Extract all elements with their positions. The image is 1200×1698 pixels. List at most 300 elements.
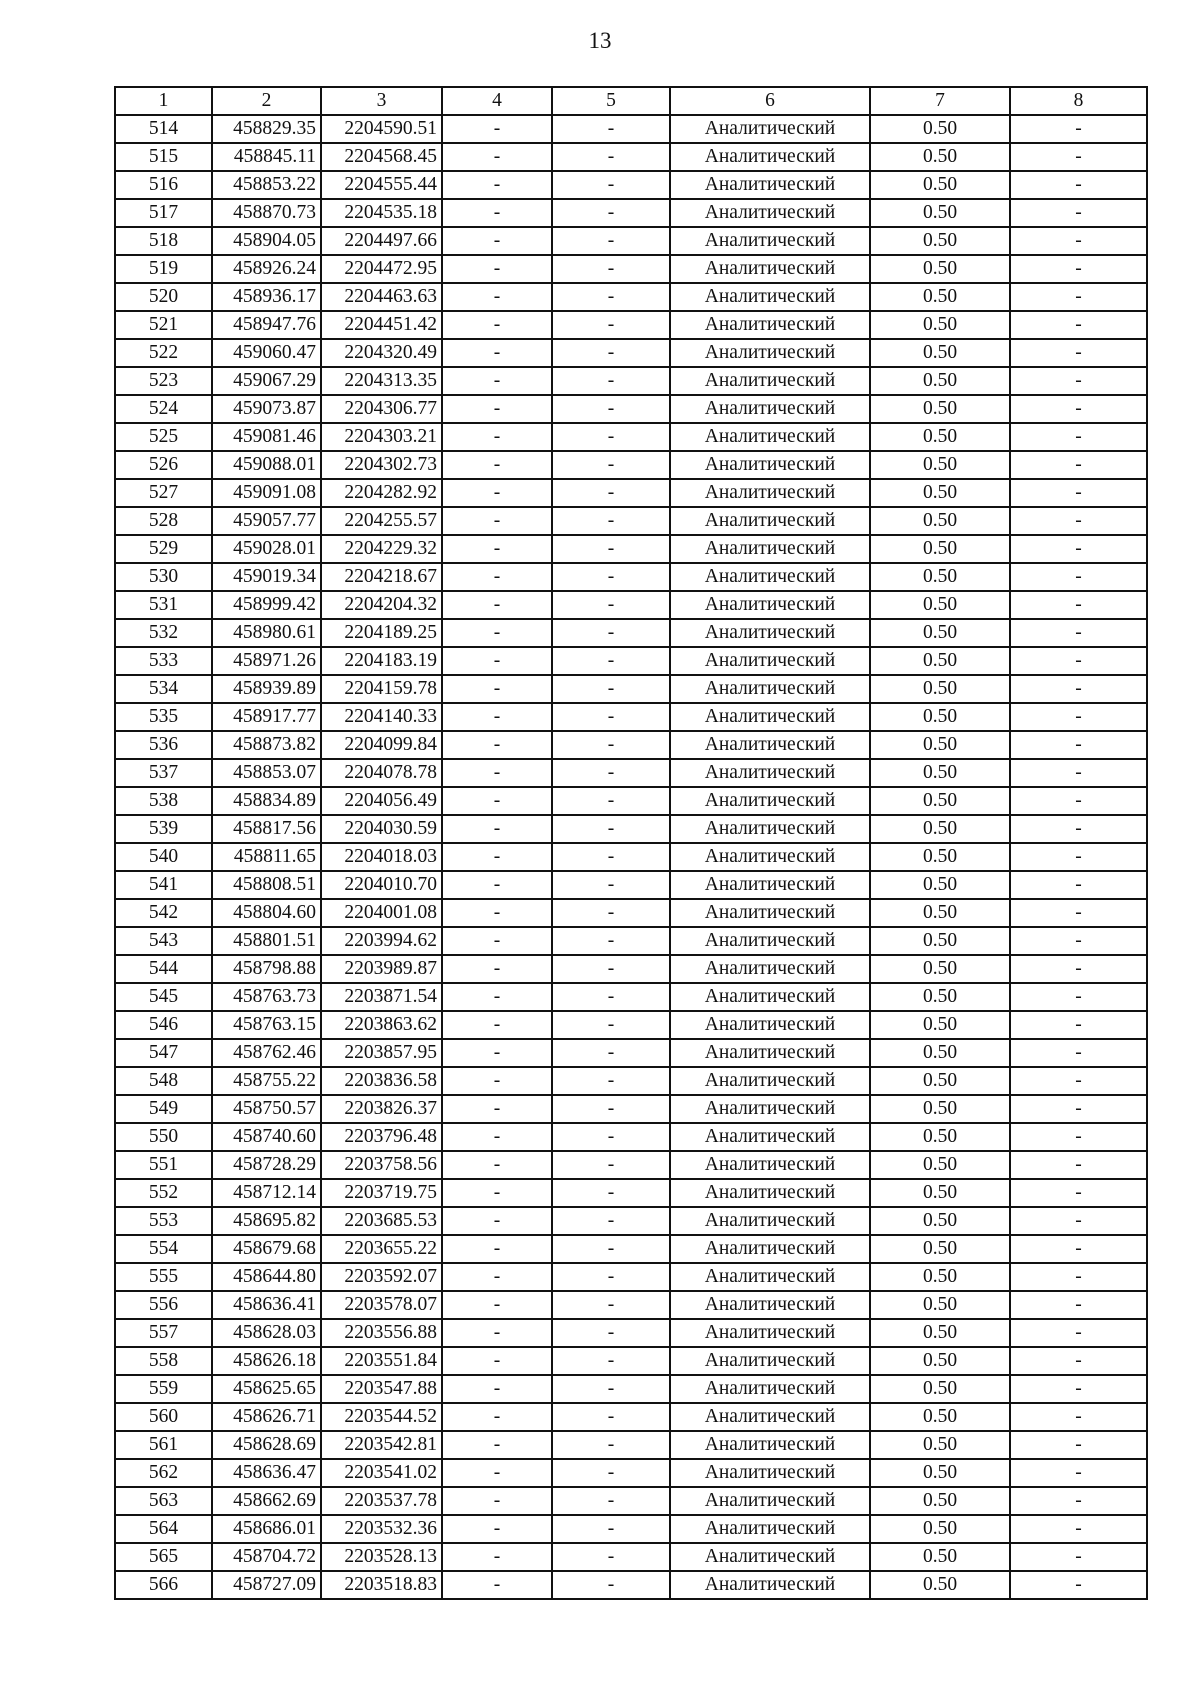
y-coordinate-cell: 2203826.37 — [321, 1095, 442, 1123]
table-row — [115, 1179, 1147, 1207]
point-number-cell: 544 — [115, 955, 212, 983]
point-number-cell: 555 — [115, 1263, 212, 1291]
method-cell: Аналитический — [670, 955, 870, 983]
col8-cell: - — [1010, 1151, 1147, 1179]
x-coordinate-cell: 458811.65 — [212, 843, 321, 871]
accuracy-cell: 0.50 — [870, 1011, 1010, 1039]
method-cell: Аналитический — [670, 255, 870, 283]
col8-cell: - — [1010, 731, 1147, 759]
col4-cell: - — [442, 563, 552, 591]
col4-cell: - — [442, 1095, 552, 1123]
y-coordinate-cell: 2203518.83 — [321, 1571, 442, 1599]
col5-cell: - — [552, 983, 670, 1011]
table-row — [115, 843, 1147, 871]
point-number-cell: 524 — [115, 395, 212, 423]
col5-cell: - — [552, 1123, 670, 1151]
y-coordinate-cell: 2204302.73 — [321, 451, 442, 479]
table-row — [115, 591, 1147, 619]
y-coordinate-cell: 2204018.03 — [321, 843, 442, 871]
col4-cell: - — [442, 1067, 552, 1095]
col4-cell: - — [442, 1571, 552, 1599]
col5-cell: - — [552, 1487, 670, 1515]
table-row — [115, 703, 1147, 731]
y-coordinate-cell: 2203551.84 — [321, 1347, 442, 1375]
y-coordinate-cell: 2203541.02 — [321, 1459, 442, 1487]
y-coordinate-cell: 2203989.87 — [321, 955, 442, 983]
table-row — [115, 983, 1147, 1011]
col5-cell: - — [552, 927, 670, 955]
y-coordinate-cell: 2203796.48 — [321, 1123, 442, 1151]
method-cell: Аналитический — [670, 1375, 870, 1403]
point-number-cell: 522 — [115, 339, 212, 367]
col5-cell: - — [552, 451, 670, 479]
x-coordinate-cell: 458939.89 — [212, 675, 321, 703]
col4-cell: - — [442, 899, 552, 927]
method-cell: Аналитический — [670, 1431, 870, 1459]
point-number-cell: 563 — [115, 1487, 212, 1515]
table-row — [115, 1095, 1147, 1123]
table-row — [115, 311, 1147, 339]
method-cell: Аналитический — [670, 983, 870, 1011]
col4-cell: - — [442, 311, 552, 339]
col8-cell: - — [1010, 759, 1147, 787]
method-cell: Аналитический — [670, 171, 870, 199]
col5-cell: - — [552, 759, 670, 787]
method-cell: Аналитический — [670, 1067, 870, 1095]
col8-cell: - — [1010, 703, 1147, 731]
col4-cell: - — [442, 675, 552, 703]
method-cell: Аналитический — [670, 339, 870, 367]
col4-cell: - — [442, 871, 552, 899]
point-number-cell: 528 — [115, 507, 212, 535]
x-coordinate-cell: 458704.72 — [212, 1543, 321, 1571]
col8-cell: - — [1010, 395, 1147, 423]
accuracy-cell: 0.50 — [870, 283, 1010, 311]
x-coordinate-cell: 458834.89 — [212, 787, 321, 815]
col4-cell: - — [442, 1347, 552, 1375]
col4-cell: - — [442, 1291, 552, 1319]
col8-cell: - — [1010, 367, 1147, 395]
col8-cell: - — [1010, 1095, 1147, 1123]
col8-cell: - — [1010, 1347, 1147, 1375]
x-coordinate-cell: 458804.60 — [212, 899, 321, 927]
method-cell: Аналитический — [670, 899, 870, 927]
col5-cell: - — [552, 199, 670, 227]
col8-cell: - — [1010, 1319, 1147, 1347]
col8-cell: - — [1010, 283, 1147, 311]
x-coordinate-cell: 458829.35 — [212, 115, 321, 143]
x-coordinate-cell: 458662.69 — [212, 1487, 321, 1515]
col4-cell: - — [442, 367, 552, 395]
col5-cell: - — [552, 255, 670, 283]
x-coordinate-cell: 458636.47 — [212, 1459, 321, 1487]
col8-cell: - — [1010, 115, 1147, 143]
table-row — [115, 451, 1147, 479]
table-body — [115, 115, 1147, 1599]
y-coordinate-cell: 2203528.13 — [321, 1543, 442, 1571]
method-cell: Аналитический — [670, 115, 870, 143]
y-coordinate-cell: 2203857.95 — [321, 1039, 442, 1067]
col4-cell: - — [442, 787, 552, 815]
col8-cell: - — [1010, 1039, 1147, 1067]
col5-cell: - — [552, 1207, 670, 1235]
table-row — [115, 1487, 1147, 1515]
method-cell: Аналитический — [670, 1039, 870, 1067]
col8-cell: - — [1010, 927, 1147, 955]
col4-cell: - — [442, 1459, 552, 1487]
x-coordinate-cell: 458628.69 — [212, 1431, 321, 1459]
col5-cell: - — [552, 1067, 670, 1095]
col8-cell: - — [1010, 451, 1147, 479]
col4-cell: - — [442, 1179, 552, 1207]
accuracy-cell: 0.50 — [870, 899, 1010, 927]
col5-cell: - — [552, 1571, 670, 1599]
method-cell: Аналитический — [670, 1207, 870, 1235]
y-coordinate-cell: 2204218.67 — [321, 563, 442, 591]
col8-cell: - — [1010, 815, 1147, 843]
col4-cell: - — [442, 143, 552, 171]
col8-cell: - — [1010, 675, 1147, 703]
y-coordinate-cell: 2204056.49 — [321, 787, 442, 815]
accuracy-cell: 0.50 — [870, 367, 1010, 395]
method-cell: Аналитический — [670, 507, 870, 535]
col4-cell: - — [442, 1403, 552, 1431]
col8-cell: - — [1010, 647, 1147, 675]
y-coordinate-cell: 2204030.59 — [321, 815, 442, 843]
col5-cell: - — [552, 619, 670, 647]
col8-cell: - — [1010, 507, 1147, 535]
col5-cell: - — [552, 507, 670, 535]
point-number-cell: 560 — [115, 1403, 212, 1431]
point-number-cell: 533 — [115, 647, 212, 675]
x-coordinate-cell: 458870.73 — [212, 199, 321, 227]
col8-cell: - — [1010, 1487, 1147, 1515]
table-row — [115, 255, 1147, 283]
accuracy-cell: 0.50 — [870, 507, 1010, 535]
col4-cell: - — [442, 479, 552, 507]
accuracy-cell: 0.50 — [870, 1179, 1010, 1207]
accuracy-cell: 0.50 — [870, 1151, 1010, 1179]
col5-cell: - — [552, 1011, 670, 1039]
col5-cell: - — [552, 339, 670, 367]
accuracy-cell: 0.50 — [870, 1291, 1010, 1319]
table-row — [115, 1319, 1147, 1347]
col8-cell: - — [1010, 591, 1147, 619]
col5-cell: - — [552, 311, 670, 339]
col5-cell: - — [552, 955, 670, 983]
col8-cell: - — [1010, 955, 1147, 983]
method-cell: Аналитический — [670, 311, 870, 339]
col4-cell: - — [442, 423, 552, 451]
point-number-cell: 523 — [115, 367, 212, 395]
col4-cell: - — [442, 843, 552, 871]
point-number-cell: 538 — [115, 787, 212, 815]
y-coordinate-cell: 2204078.78 — [321, 759, 442, 787]
col8-cell: - — [1010, 1123, 1147, 1151]
y-coordinate-cell: 2204282.92 — [321, 479, 442, 507]
x-coordinate-cell: 458917.77 — [212, 703, 321, 731]
col8-cell: - — [1010, 1011, 1147, 1039]
x-coordinate-cell: 458740.60 — [212, 1123, 321, 1151]
col8-cell: - — [1010, 1515, 1147, 1543]
col8-cell: - — [1010, 1263, 1147, 1291]
col4-cell: - — [442, 1375, 552, 1403]
y-coordinate-cell: 2204320.49 — [321, 339, 442, 367]
method-cell: Аналитический — [670, 1319, 870, 1347]
point-number-cell: 535 — [115, 703, 212, 731]
accuracy-cell: 0.50 — [870, 1403, 1010, 1431]
method-cell: Аналитический — [670, 927, 870, 955]
accuracy-cell: 0.50 — [870, 927, 1010, 955]
y-coordinate-cell: 2204313.35 — [321, 367, 442, 395]
x-coordinate-cell: 458936.17 — [212, 283, 321, 311]
accuracy-cell: 0.50 — [870, 1263, 1010, 1291]
method-cell: Аналитический — [670, 1179, 870, 1207]
table-row — [115, 731, 1147, 759]
method-cell: Аналитический — [670, 1151, 870, 1179]
point-number-cell: 561 — [115, 1431, 212, 1459]
col4-cell: - — [442, 759, 552, 787]
x-coordinate-cell: 458817.56 — [212, 815, 321, 843]
col4-cell: - — [442, 1543, 552, 1571]
accuracy-cell: 0.50 — [870, 143, 1010, 171]
table-row — [115, 1123, 1147, 1151]
y-coordinate-cell: 2203578.07 — [321, 1291, 442, 1319]
method-cell: Аналитический — [670, 451, 870, 479]
col8-cell: - — [1010, 227, 1147, 255]
col8-cell: - — [1010, 899, 1147, 927]
y-coordinate-cell: 2203547.88 — [321, 1375, 442, 1403]
table-row — [115, 507, 1147, 535]
point-number-cell: 545 — [115, 983, 212, 1011]
method-cell: Аналитический — [670, 843, 870, 871]
col5-cell: - — [552, 535, 670, 563]
x-coordinate-cell: 458980.61 — [212, 619, 321, 647]
method-cell: Аналитический — [670, 479, 870, 507]
accuracy-cell: 0.50 — [870, 1095, 1010, 1123]
x-coordinate-cell: 458926.24 — [212, 255, 321, 283]
col4-cell: - — [442, 1123, 552, 1151]
col4-cell: - — [442, 395, 552, 423]
col8-cell: - — [1010, 143, 1147, 171]
x-coordinate-cell: 458727.09 — [212, 1571, 321, 1599]
table-row — [115, 759, 1147, 787]
method-cell: Аналитический — [670, 1403, 870, 1431]
x-coordinate-cell: 458999.42 — [212, 591, 321, 619]
point-number-cell: 557 — [115, 1319, 212, 1347]
column-header: 3 — [321, 87, 442, 115]
x-coordinate-cell: 458625.65 — [212, 1375, 321, 1403]
col4-cell: - — [442, 619, 552, 647]
accuracy-cell: 0.50 — [870, 479, 1010, 507]
point-number-cell: 565 — [115, 1543, 212, 1571]
table-row — [115, 955, 1147, 983]
x-coordinate-cell: 458728.29 — [212, 1151, 321, 1179]
table-row — [115, 871, 1147, 899]
col8-cell: - — [1010, 1375, 1147, 1403]
x-coordinate-cell: 459088.01 — [212, 451, 321, 479]
table-row — [115, 171, 1147, 199]
method-cell: Аналитический — [670, 871, 870, 899]
y-coordinate-cell: 2203871.54 — [321, 983, 442, 1011]
x-coordinate-cell: 458695.82 — [212, 1207, 321, 1235]
table-row — [115, 563, 1147, 591]
col5-cell: - — [552, 1095, 670, 1123]
method-cell: Аналитический — [670, 591, 870, 619]
col5-cell: - — [552, 1543, 670, 1571]
x-coordinate-cell: 458904.05 — [212, 227, 321, 255]
method-cell: Аналитический — [670, 423, 870, 451]
accuracy-cell: 0.50 — [870, 787, 1010, 815]
y-coordinate-cell: 2204099.84 — [321, 731, 442, 759]
table-row — [115, 1039, 1147, 1067]
x-coordinate-cell: 458971.26 — [212, 647, 321, 675]
table-row — [115, 1207, 1147, 1235]
col4-cell: - — [442, 1039, 552, 1067]
col4-cell: - — [442, 703, 552, 731]
y-coordinate-cell: 2204183.19 — [321, 647, 442, 675]
point-number-cell: 525 — [115, 423, 212, 451]
point-number-cell: 554 — [115, 1235, 212, 1263]
col8-cell: - — [1010, 1403, 1147, 1431]
accuracy-cell: 0.50 — [870, 535, 1010, 563]
point-number-cell: 552 — [115, 1179, 212, 1207]
col8-cell: - — [1010, 787, 1147, 815]
accuracy-cell: 0.50 — [870, 1543, 1010, 1571]
method-cell: Аналитический — [670, 1095, 870, 1123]
col4-cell: - — [442, 451, 552, 479]
col5-cell: - — [552, 171, 670, 199]
y-coordinate-cell: 2204229.32 — [321, 535, 442, 563]
accuracy-cell: 0.50 — [870, 423, 1010, 451]
col5-cell: - — [552, 1235, 670, 1263]
table-row — [115, 927, 1147, 955]
table-row — [115, 1067, 1147, 1095]
table-row — [115, 815, 1147, 843]
col5-cell: - — [552, 1375, 670, 1403]
x-coordinate-cell: 458763.73 — [212, 983, 321, 1011]
col8-cell: - — [1010, 199, 1147, 227]
col4-cell: - — [442, 507, 552, 535]
y-coordinate-cell: 2203556.88 — [321, 1319, 442, 1347]
x-coordinate-cell: 459028.01 — [212, 535, 321, 563]
point-number-cell: 514 — [115, 115, 212, 143]
x-coordinate-cell: 459081.46 — [212, 423, 321, 451]
x-coordinate-cell: 459057.77 — [212, 507, 321, 535]
method-cell: Аналитический — [670, 1543, 870, 1571]
col5-cell: - — [552, 563, 670, 591]
table-row — [115, 535, 1147, 563]
method-cell: Аналитический — [670, 815, 870, 843]
col4-cell: - — [442, 115, 552, 143]
accuracy-cell: 0.50 — [870, 731, 1010, 759]
col5-cell: - — [552, 871, 670, 899]
col4-cell: - — [442, 1151, 552, 1179]
col4-cell: - — [442, 1487, 552, 1515]
table-row — [115, 1403, 1147, 1431]
accuracy-cell: 0.50 — [870, 871, 1010, 899]
column-header: 8 — [1010, 87, 1147, 115]
col5-cell: - — [552, 815, 670, 843]
col8-cell: - — [1010, 171, 1147, 199]
col5-cell: - — [552, 227, 670, 255]
col4-cell: - — [442, 339, 552, 367]
point-number-cell: 564 — [115, 1515, 212, 1543]
x-coordinate-cell: 458755.22 — [212, 1067, 321, 1095]
y-coordinate-cell: 2204001.08 — [321, 899, 442, 927]
x-coordinate-cell: 458626.18 — [212, 1347, 321, 1375]
method-cell: Аналитический — [670, 1347, 870, 1375]
accuracy-cell: 0.50 — [870, 563, 1010, 591]
table-row — [115, 423, 1147, 451]
col4-cell: - — [442, 1207, 552, 1235]
method-cell: Аналитический — [670, 1011, 870, 1039]
col4-cell: - — [442, 1235, 552, 1263]
y-coordinate-cell: 2203719.75 — [321, 1179, 442, 1207]
table-row — [115, 479, 1147, 507]
method-cell: Аналитический — [670, 1515, 870, 1543]
col4-cell: - — [442, 815, 552, 843]
table-row — [115, 1011, 1147, 1039]
y-coordinate-cell: 2203592.07 — [321, 1263, 442, 1291]
table-row — [115, 227, 1147, 255]
method-cell: Аналитический — [670, 759, 870, 787]
method-cell: Аналитический — [670, 703, 870, 731]
point-number-cell: 537 — [115, 759, 212, 787]
accuracy-cell: 0.50 — [870, 1431, 1010, 1459]
point-number-cell: 553 — [115, 1207, 212, 1235]
point-number-cell: 529 — [115, 535, 212, 563]
accuracy-cell: 0.50 — [870, 339, 1010, 367]
point-number-cell: 558 — [115, 1347, 212, 1375]
method-cell: Аналитический — [670, 731, 870, 759]
y-coordinate-cell: 2204590.51 — [321, 115, 442, 143]
point-number-cell: 556 — [115, 1291, 212, 1319]
x-coordinate-cell: 458628.03 — [212, 1319, 321, 1347]
method-cell: Аналитический — [670, 227, 870, 255]
method-cell: Аналитический — [670, 143, 870, 171]
point-number-cell: 516 — [115, 171, 212, 199]
accuracy-cell: 0.50 — [870, 311, 1010, 339]
col4-cell: - — [442, 983, 552, 1011]
col8-cell: - — [1010, 479, 1147, 507]
method-cell: Аналитический — [670, 1487, 870, 1515]
point-number-cell: 520 — [115, 283, 212, 311]
method-cell: Аналитический — [670, 367, 870, 395]
point-number-cell: 530 — [115, 563, 212, 591]
y-coordinate-cell: 2204010.70 — [321, 871, 442, 899]
table-row — [115, 1431, 1147, 1459]
col4-cell: - — [442, 227, 552, 255]
accuracy-cell: 0.50 — [870, 983, 1010, 1011]
y-coordinate-cell: 2204568.45 — [321, 143, 442, 171]
y-coordinate-cell: 2204159.78 — [321, 675, 442, 703]
table-row — [115, 199, 1147, 227]
x-coordinate-cell: 458686.01 — [212, 1515, 321, 1543]
col8-cell: - — [1010, 1291, 1147, 1319]
point-number-cell: 549 — [115, 1095, 212, 1123]
method-cell: Аналитический — [670, 1459, 870, 1487]
col5-cell: - — [552, 423, 670, 451]
x-coordinate-cell: 458679.68 — [212, 1235, 321, 1263]
point-number-cell: 534 — [115, 675, 212, 703]
col4-cell: - — [442, 535, 552, 563]
table-row — [115, 1375, 1147, 1403]
col8-cell: - — [1010, 983, 1147, 1011]
col4-cell: - — [442, 1011, 552, 1039]
col4-cell: - — [442, 199, 552, 227]
col5-cell: - — [552, 591, 670, 619]
